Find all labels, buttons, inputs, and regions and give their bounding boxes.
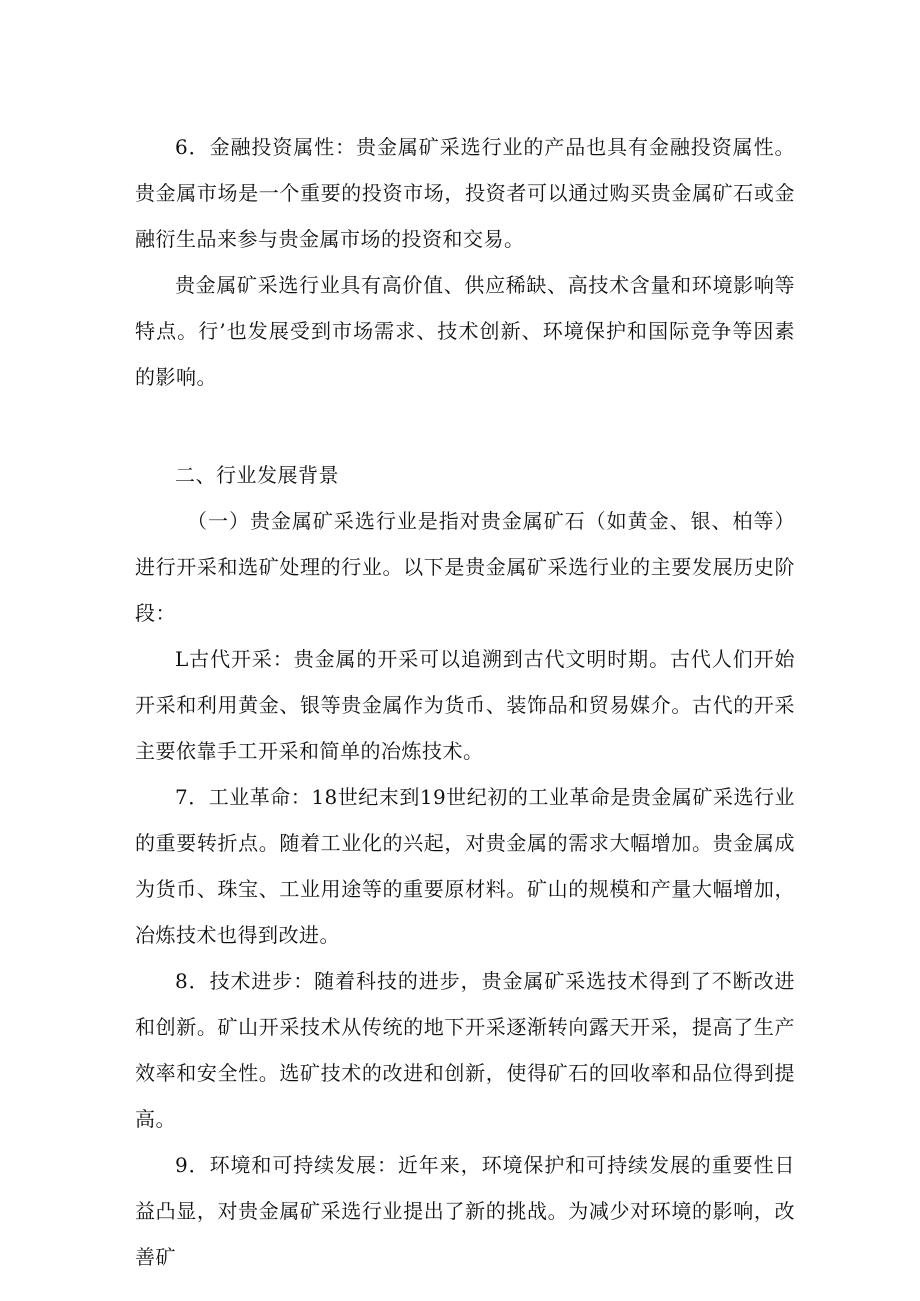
paragraph-technology-progress: 8．技术进步：随着科技的进步，贵金属矿采选技术得到了不断改进和创新。矿山开采技术从传统的地下开采逐渐转向露天开采，提高了生产效率和安全性。选矿技术的改进和创新，使得矿石的回收率和品位得到提高。 — [135, 969, 795, 1131]
paragraph-environment-sustainability: 9．环境和可持续发展：近年来，环境保护和可持续发展的重要性日益凸显，对贵金属矿采选行业提出了新的挑战。为减少对环境的影响，改善矿 — [135, 1153, 795, 1269]
paragraph-financial-investment: 6．金融投资属性：贵金属矿采选行业的产品也具有金融投资属性。贵金属市场是一个重要的投资市场，投资者可以通过购买贵金属矿石或金融衍生品来参与贵金属市场的投资和交易。 — [135, 135, 795, 251]
paragraph-ancient-mining: L古代开采：贵金属的开采可以追溯到古代文明时期。古代人们开始开采和利用黄金、银等贵金属作为货币、装饰品和贸易媒介。古代的开采主要依靠手工开采和简单的冶炼技术。 — [135, 647, 795, 763]
paragraph-industrial-revolution: 7．工业革命：18世纪末到19世纪初的工业革命是贵金属矿采选行业的重要转折点。随着工业化的兴起，对贵金属的需求大幅增加。贵金属成为货币、珠宝、工业用途等的重要原材料。矿山的规模和产量大幅增加，冶炼技术也得到改进。 — [135, 785, 795, 947]
paragraph-industry-characteristics: 贵金属矿采选行业具有高价值、供应稀缺、高技术含量和环境影响等特点。行’也发展受到市场需求、技术创新、环境保护和国际竞争等因素的影响。 — [135, 273, 795, 389]
paragraph-industry-definition: （一）贵金属矿采选行业是指对贵金属矿石（如黄金、银、柏等）进行开采和选矿处理的行业。以下是贵金属矿采选行业的主要发展历史阶段： — [135, 509, 795, 625]
document-body — [135, 124, 795, 1280]
section-heading-background: 二、行业发展背景 — [175, 463, 339, 487]
